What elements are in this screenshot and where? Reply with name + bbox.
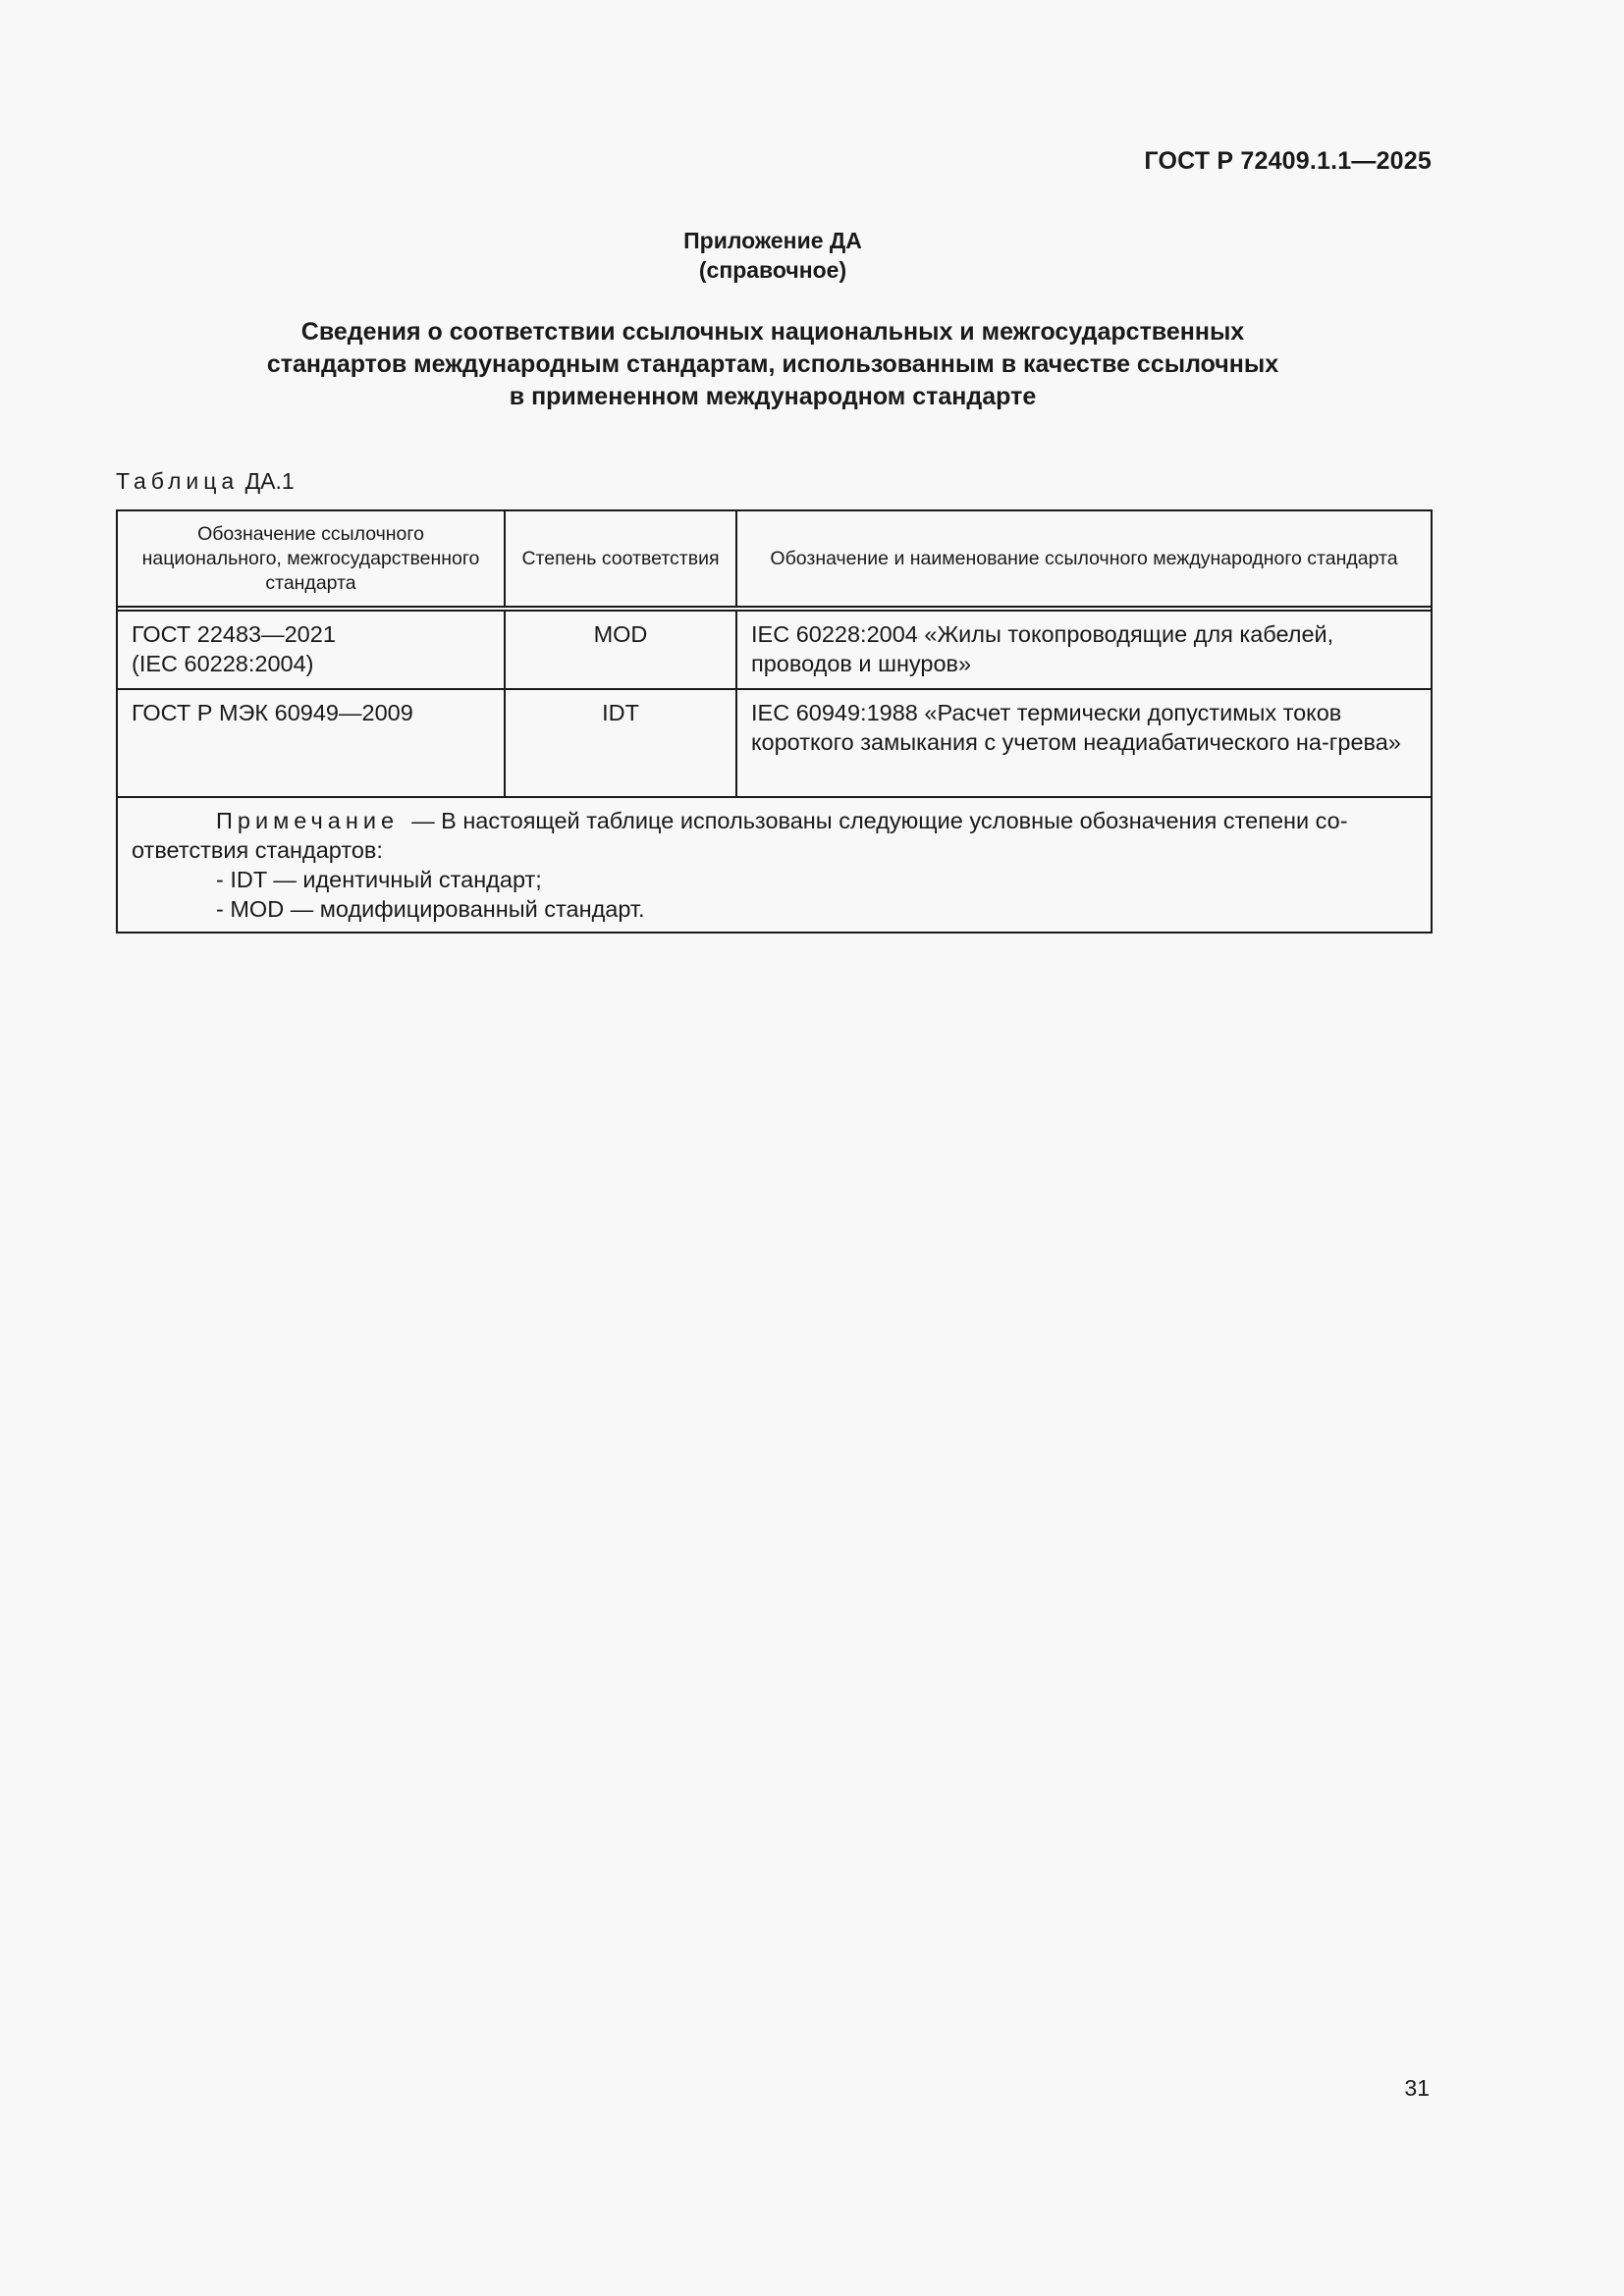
appendix-subtitle: (справочное) [698, 257, 847, 283]
section-title [0, 316, 1545, 413]
table-label-number: ДА.1 [244, 468, 295, 494]
note-label: Примечание [216, 808, 400, 833]
designation-cell [118, 689, 505, 797]
note-text [132, 806, 1417, 865]
designation-cell [118, 609, 505, 689]
note-body: — В настоящей таблице использованы следующие условные обозначения степени со-ответствия стандартов: [132, 808, 1348, 863]
table-label-word: Таблица [116, 468, 240, 494]
appendix-title: Приложение ДА [683, 228, 862, 253]
section-title-line: Сведения о соответствии ссылочных национальных и межгосударственных [300, 318, 1245, 346]
column-header: Степень соответствия [505, 511, 736, 609]
table-note [118, 797, 1431, 932]
table-header-row [118, 511, 1431, 609]
designation-text: ГОСТ Р МЭК 60949—2009 [132, 700, 413, 725]
table-label [116, 468, 295, 495]
note-list-item: - IDT — идентичный стандарт; [216, 867, 542, 892]
international-standard-cell: IEC 60949:1988 «Расчет термически допустимых токов короткого замыкания с учетом неадиабатического на-грева» [736, 689, 1431, 797]
international-standard-cell: IEC 60228:2004 «Жилы токопроводящие для кабелей, проводов и шнуров» [736, 609, 1431, 689]
degree-cell: IDT [505, 689, 736, 797]
table-note-row [118, 797, 1431, 932]
section-title-line: в примененном международном стандарте [509, 383, 1037, 410]
section-title-line: стандартов международным стандартам, использованным в качестве ссылочных [266, 350, 1279, 378]
correspondence-table [116, 509, 1433, 934]
column-header: Обозначение ссылочного национального, межгосударственного стандарта [118, 511, 505, 609]
designation-text: (IEC 60228:2004) [132, 651, 314, 676]
note-list-item: - MOD — модифицированный стандарт. [216, 896, 645, 922]
column-header: Обозначение и наименование ссылочного международного стандарта [736, 511, 1431, 609]
degree-cell: MOD [505, 609, 736, 689]
page-number: 31 [1404, 2075, 1430, 2101]
designation-text: ГОСТ 22483—2021 [132, 621, 336, 647]
appendix-heading [0, 226, 1545, 285]
document-id: ГОСТ Р 72409.1.1—2025 [1144, 147, 1432, 175]
table-row [118, 609, 1431, 689]
table-row [118, 689, 1431, 797]
